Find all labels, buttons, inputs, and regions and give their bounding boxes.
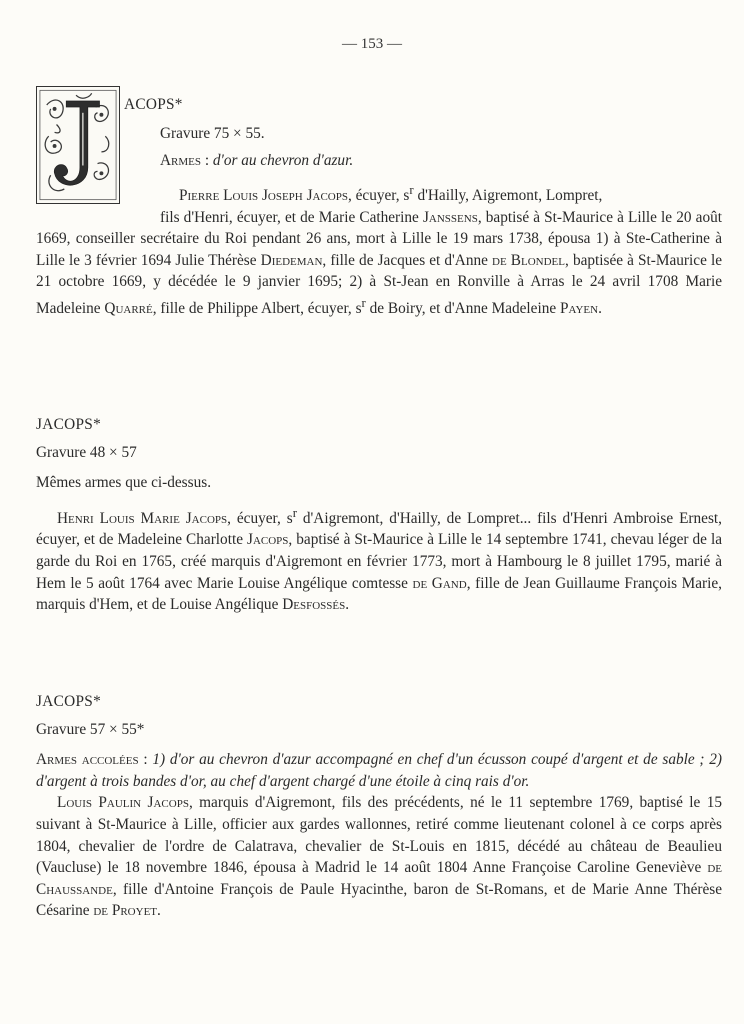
superscript: r [361, 296, 366, 311]
superscript: r [292, 505, 297, 520]
person-name: Pierre Louis Joseph Jacops [179, 187, 348, 205]
entry-heading: JACOPS* [36, 693, 102, 710]
arms-blazon: 1) d'or au chevron d'azur accompagné en chef d'un écusson coupé d'argent et de sable ; 2) d'argent à trois bandes d'or, au chef d'argent chargé d'une étoile à cinq rais d'or. [36, 751, 722, 790]
text-run: fils d'Henri, écuyer, et de Marie Catherine [160, 208, 423, 226]
arms-label: Armes : [160, 152, 210, 169]
entry-biography [36, 180, 722, 320]
page-number: — 153 — [342, 36, 402, 52]
arms-description: Mêmes armes que ci-dessus. [36, 474, 212, 492]
person-name: Quarré [104, 300, 153, 318]
entry-biography [36, 503, 722, 616]
text-run: , fille d'Antoine François de Paule Hyacinthe, baron de St-Romans, et de Marie Anne Thérèse Césarine [36, 880, 722, 920]
text-run: , baptisé à St-Maurice à Lille le 14 septembre 1741, chevau léger de la garde du Roi en 1765, créé marquis d'Aigremont en février 1773, mort à Hambourg le 8 juillet 1795, marié à Hem le 5 août 1764 avec Marie Louise Angélique comtesse [36, 531, 722, 592]
biography-paragraph [36, 207, 722, 320]
text-run: , fille de Philippe Albert, écuyer, s [152, 300, 362, 318]
arms-description [160, 150, 353, 172]
person-name: de Chaussande [36, 859, 722, 898]
person-name: Payen [560, 300, 599, 318]
engraving-dimensions: Gravure 48 × 57 [36, 443, 137, 461]
text-run: de Boiry, et d'Anne Madeleine [365, 300, 560, 318]
text-run: d'Aigremont, d'Hailly, de Lompret... fils d'Henri Ambroise Ernest, écuyer, et de Madeleine Charlotte [36, 509, 722, 549]
biography-first-line [36, 180, 722, 207]
text-run: , écuyer, s [347, 187, 410, 205]
person-name: Louis Paulin Jacops [57, 794, 189, 812]
text-run: , baptisé à St-Maurice à Lille le 20 août 1669, conseiller secrétaire du Roi pendant 26 ans, mort à Lille le 19 mars 1738, épousa 1) à Ste-Catherine à Lille le 3 février 1694 Julie Thérèse [36, 208, 722, 269]
text-run: , fille de Jean Guillaume François Marie, marquis d'Hem, et de Louise Angélique [36, 574, 722, 614]
arms-description [36, 749, 722, 792]
entry-jacops-2 [36, 414, 722, 616]
person-name: Janssens [422, 208, 478, 226]
text-run: , marquis d'Aigremont, fils des précédents, né le 11 septembre 1769, baptisé le 15 suivant à St-Maurice à Lille, officier aux gardes wallonnes, retiré comme lieutenant colonel à ce corps après 1804, chevalier de l'ordre de Calatrava, chevalier de St-Louis en 1815, décédé au château de Beaulieu (Vaucluse) le 18 novembre 1846, épousa à Madrid le 14 août 1804 Anne Françoise Caroline Geneviève [36, 794, 722, 877]
entry-biography [36, 792, 722, 922]
person-name: Diedeman [260, 251, 323, 269]
superscript: r [409, 183, 414, 197]
text-run: , écuyer, s [227, 509, 293, 527]
engraving-dimensions: Gravure 75 × 55. [160, 125, 265, 142]
entry-heading: ACOPS* [124, 96, 183, 113]
text-run: d'Hailly, Aigremont, Lompret, [413, 187, 603, 205]
entry-jacops-3 [36, 691, 722, 922]
person-name: de Gand [412, 574, 467, 592]
text-run: . [345, 596, 350, 614]
person-name: Henri Louis Marie Jacops [57, 509, 228, 527]
text-run: . [598, 300, 602, 318]
person-name: Desfossés [282, 596, 346, 614]
person-name: de Blondel [492, 251, 566, 269]
text-run: , baptisée à St-Maurice le 21 octobre 1669, y décédée le 9 janvier 1695; 2) à St-Jean en Ronville à Arras le 24 avril 1708 Marie Madeleine [36, 251, 722, 318]
person-name: Jacops [247, 531, 289, 549]
arms-label: Armes accolées : [36, 751, 148, 769]
person-name: de Proyet [93, 902, 158, 920]
entry-heading: JACOPS* [36, 416, 102, 433]
text-run: . [157, 902, 161, 920]
engraving-dimensions: Gravure 57 × 55* [36, 720, 145, 738]
arms-blazon: d'or au chevron d'azur. [212, 152, 354, 169]
text-run: , fille de Jacques et d'Anne [322, 251, 493, 269]
